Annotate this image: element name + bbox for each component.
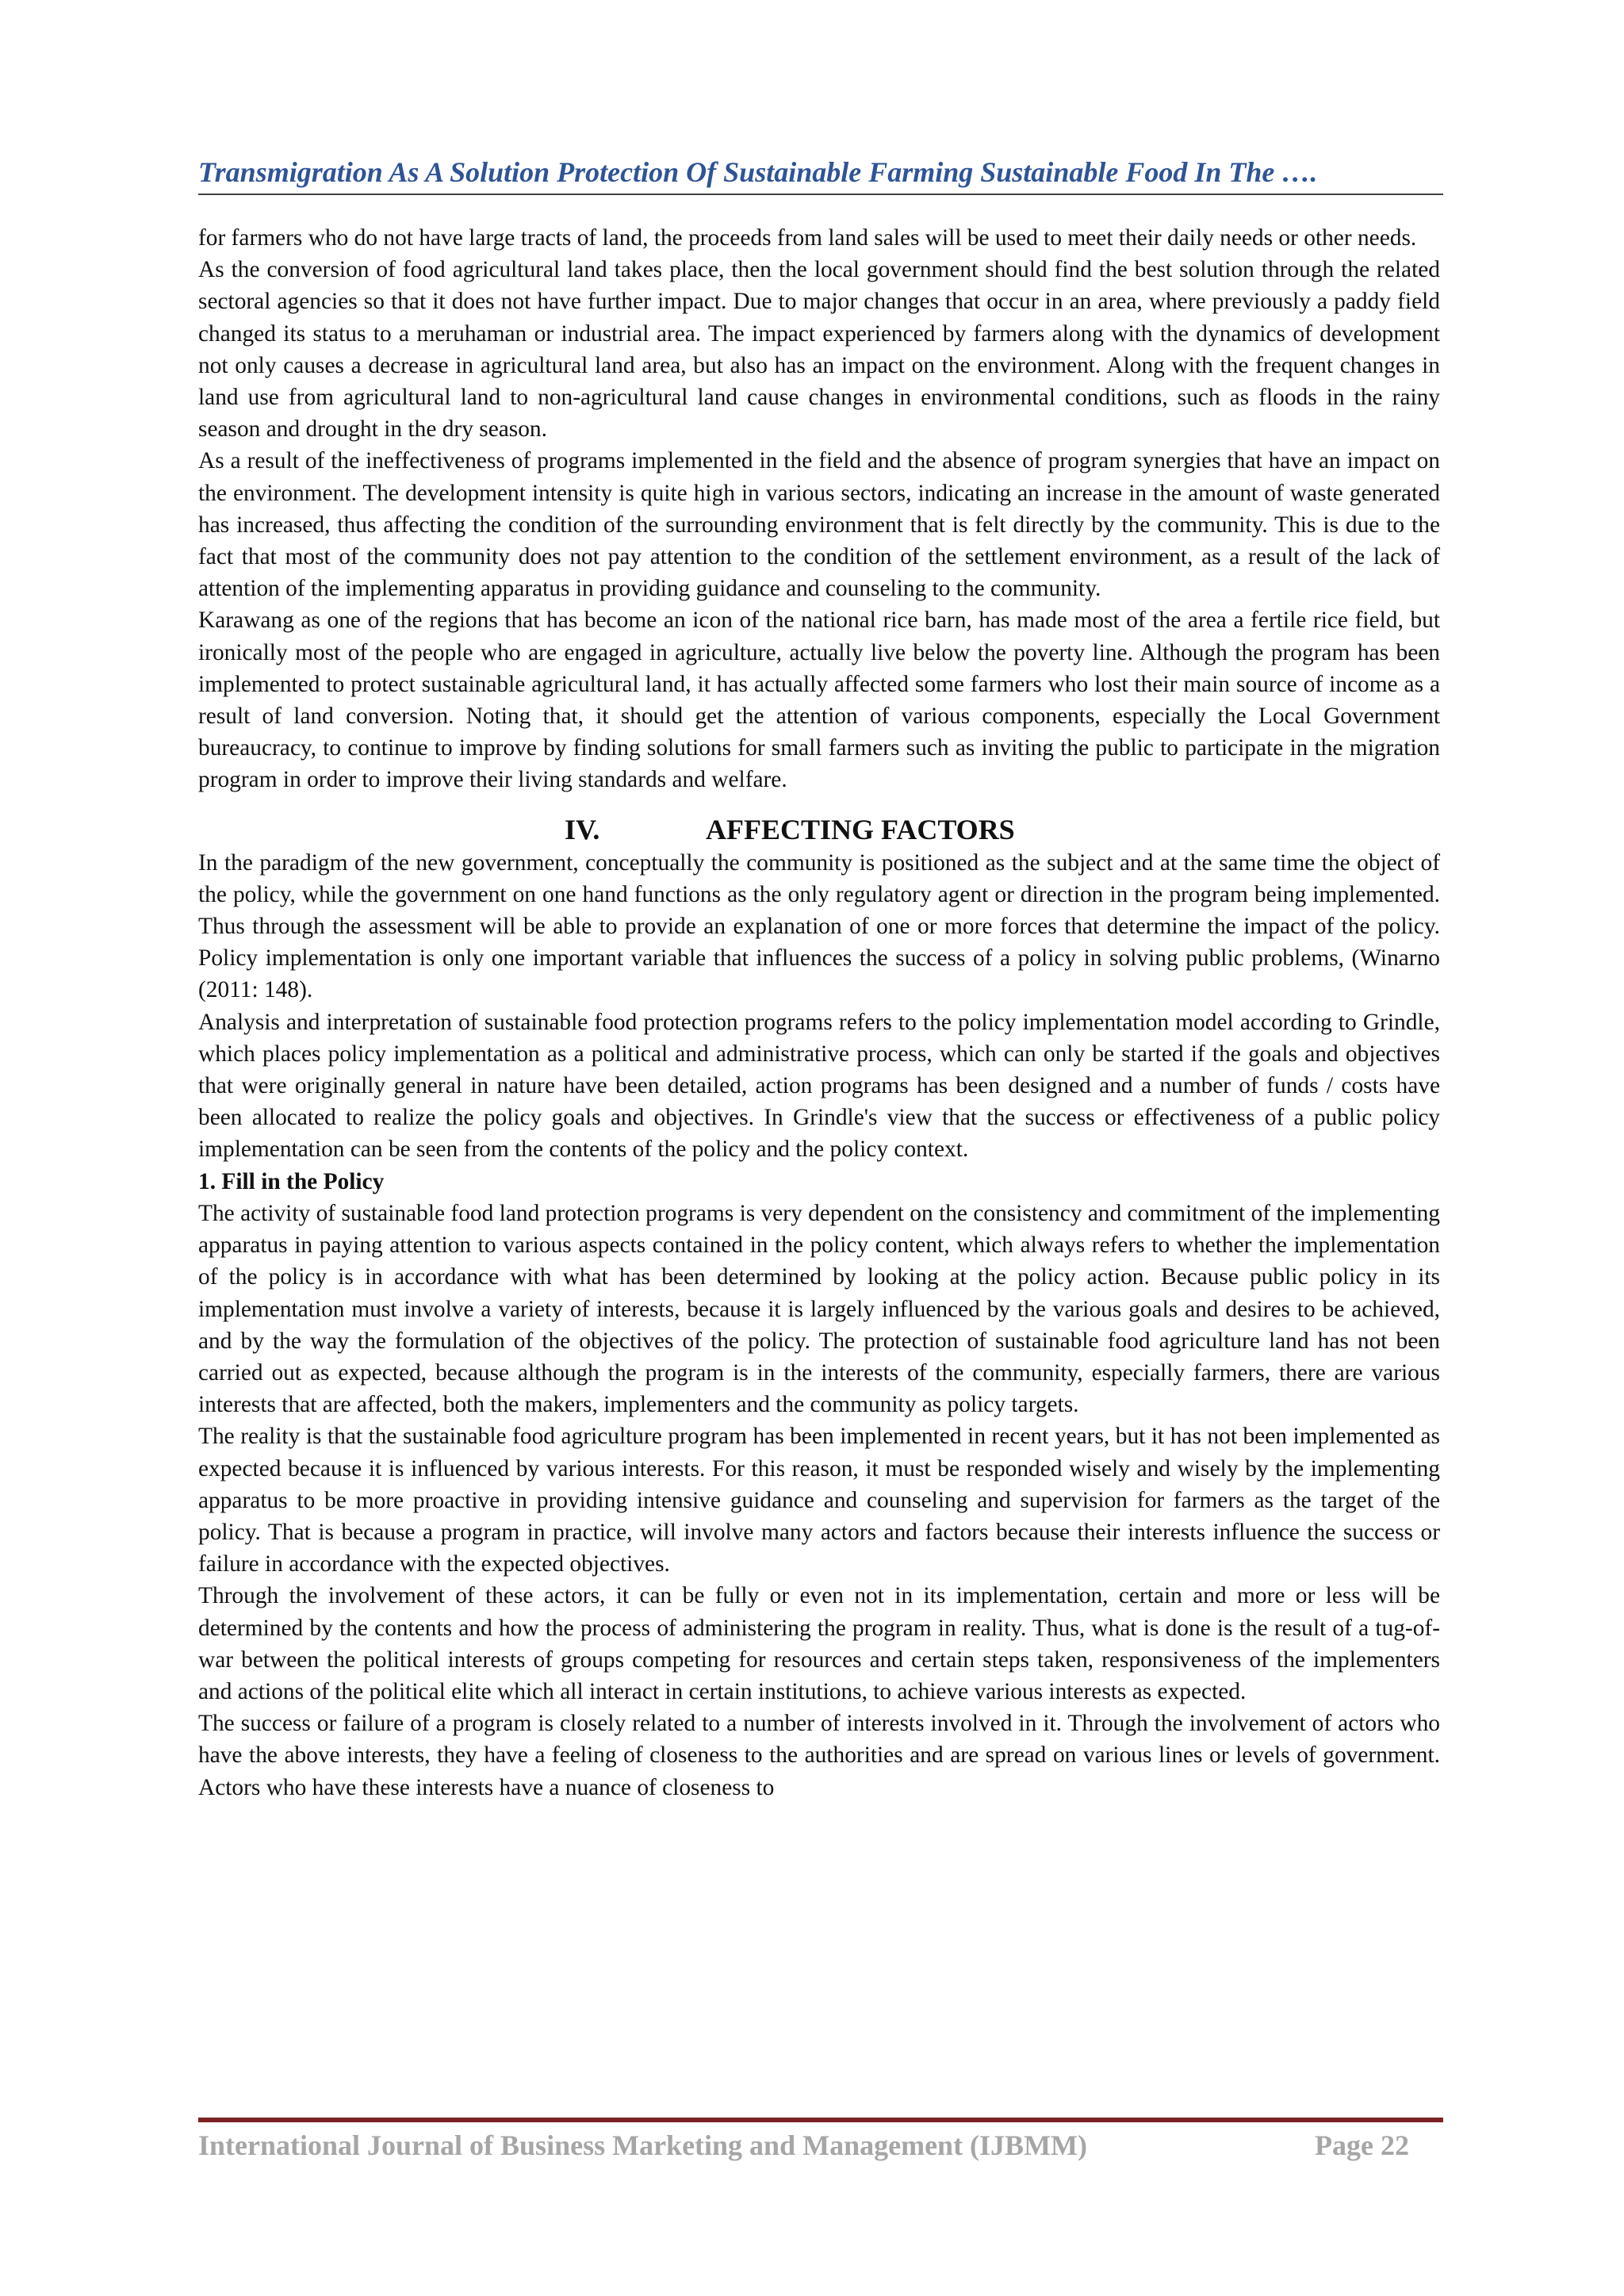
section-number: IV. [565, 813, 600, 845]
paragraph: As the conversion of food agricultural land takes place, then the local government should find the best solution through the related sectoral agencies so that it does not have further impact. Due to major changes that occur in an area, where previously a paddy field changed its status to a meruhaman or industrial area. The impact experienced by farmers along with the dynamics of development not only causes a decrease in agricultural land area, but also has an impact on the environment. Along with the frequent changes in land use from agricultural land to non-agricultural land cause changes in environmental conditions, such as floods in the rainy season and drought in the dry season. [198, 257, 1440, 443]
paragraph: In the paradigm of the new government, conceptually the community is positioned as the subject and at the same time the object of the policy, while the government on one hand functions as the only regulatory agent or direction in the program being implemented. Thus through the assessment will be able to provide an explanation of one or more forces that determine the impact of the policy. Policy implementation is only one important variable that influences the success of a policy in solving public problems, (Winarno (2011: 148). [198, 849, 1440, 1003]
paragraph: Through the involvement of these actors, it can be fully or even not in its implementation, certain and more or less will be determined by the contents and how the process of administering the program in reality. Thus, what is done is the result of a tug-of-war between the political interests of groups competing for resources and certain steps taken, responsiveness of the implementers and actions of the political elite which all interact in certain institutions, to achieve various interests as expected. [198, 1583, 1440, 1704]
paragraph: Analysis and interpretation of sustainable food protection programs refers to the policy implementation model according to Grindle, which places policy implementation as a political and administrative process, which can only be started if the goals and objectives that were originally general in nature have been detailed, action programs has been designed and a number of funds / costs have been allocated to realize the policy goals and objectives. In Grindle's view that the success or effectiveness of a public policy implementation can be seen from the contents of the policy and the policy context. [198, 1009, 1440, 1163]
paragraph: The reality is that the sustainable food agriculture program has been implemented in recent years, but it has not been implemented as expected because it is influenced by various interests. For this reason, it must be responded wisely and wisely by the implementing apparatus to be more proactive in providing intensive guidance and counseling and supervision for farmers as the target of the policy. That is because a program in practice, will involve many actors and factors because their interests influence the success or failure in accordance with the expected objectives. [198, 1424, 1440, 1577]
paragraph: The success or failure of a program is closely related to a number of interests involved in it. Through the involvement of actors who have the above interests, they have a feeling of closeness to the authorities and are spread on various lines or levels of government. Actors who have these interests have a nuance of closeness to [198, 1711, 1440, 1800]
article-body [198, 222, 1440, 1803]
paragraph: The activity of sustainable food land protection programs is very dependent on the consistency and commitment of the implementing apparatus in paying attention to various aspects contained in the policy content, which always refers to whether the implementation of the policy is in accordance with what has been determined by looking at the policy action. Because public policy in its implementation must involve a variety of interests, because it is largely influenced by the various goals and desires to be achieved, and by the way the formulation of the objectives of the policy. The protection of sustainable food agriculture land has not been carried out as expected, because although the program is in the interests of the community, especially farmers, there are various interests that are affected, both the makers, implementers and the community as policy targets. [198, 1200, 1440, 1418]
footer-rule [198, 2118, 1443, 2122]
section-title: AFFECTING FACTORS [706, 813, 1015, 845]
section-heading [198, 812, 1440, 847]
paragraph: As a result of the ineffectiveness of programs implemented in the field and the absence of program synergies that have an impact on the environment. The development intensity is quite high in various sectors, indicating an increase in the amount of waste generated has increased, thus affecting the condition of the surrounding environment that is felt directly by the community. This is due to the fact that most of the community does not pay attention to the condition of the settlement environment, as a result of the lack of attention of the implementing apparatus in providing guidance and counseling to the community. [198, 448, 1440, 602]
paragraph: Karawang as one of the regions that has become an icon of the national rice barn, has made most of the area a fertile rice field, but ironically most of the people who are engaged in agriculture, actually live below the poverty line. Although the program has been implemented to protect sustainable agricultural land, it has actually affected some farmers who lost their main source of income as a result of land conversion. Noting that, it should get the attention of various components, especially the Local Government bureaucracy, to continue to improve by finding solutions for small farmers such as inviting the public to participate in the migration program in order to improve their living standards and welfare. [198, 608, 1440, 793]
footer-page-number: Page 22 [1315, 2129, 1409, 2161]
running-title: Transmigration As A Solution Protection Of Sustainable Farming Sustainable Food In The …. [198, 156, 1318, 188]
header-rule [198, 194, 1443, 195]
subsection-heading: 1. Fill in the Policy [198, 1168, 385, 1194]
journal-page [198, 0, 1443, 2296]
footer-journal-name: International Journal of Business Marketing and Management (IJBMM) [198, 2129, 1088, 2161]
paragraph: for farmers who do not have large tracts of land, the proceeds from land sales will be used to meet their daily needs or other needs. [198, 225, 1417, 251]
